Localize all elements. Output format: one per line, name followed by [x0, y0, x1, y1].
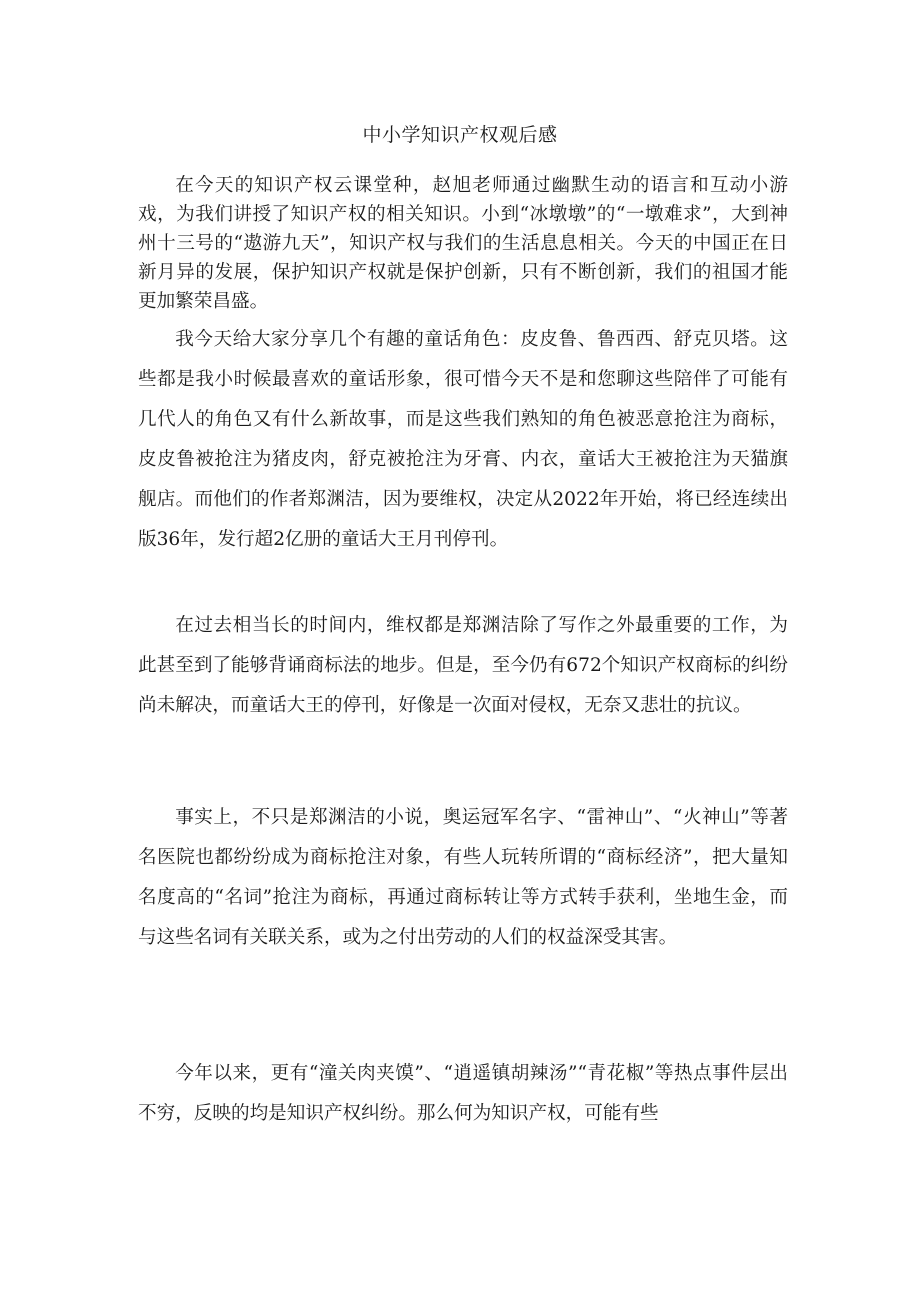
document-title: 中小学知识产权观后感 [362, 124, 558, 146]
paragraph-3: 在过去相当长的时间内，维权都是郑渊洁除了写作之外最重要的工作，为此甚至到了能够背诵商标法的地步。但是，至今仍有672个知识产权商标的纠纷尚未解决，而童话大王的停刊，好像是一次面对侵权，无奈又悲壮的抗议。 [138, 615, 788, 716]
paragraph-5: 今年以来，更有“潼关肉夹馍”、“逍遥镇胡辣汤”“青花椒”等热点事件层出不穷，反映的均是知识产权纠纷。那么何为知识产权，可能有些 [138, 1063, 788, 1124]
paragraph-1: 在今天的知识产权云课堂种，赵旭老师通过幽默生动的语言和互动小游戏，为我们讲授了知识产权的相关知识。小到“冰墩墩”的“一墩难求”，大到神州十三号的“遨游九天”，知识产权与我们的生活息息相关。今天的中国正在日新月异的发展，保护知识产权就是保护创新，只有不断创新，我们的祖国才能更加繁荣昌盛。 [138, 175, 788, 312]
paragraph-2: 我今天给大家分享几个有趣的童话角色：皮皮鲁、鲁西西、舒克贝塔。这些都是我小时候最喜欢的童话形象，很可惜今天不是和您聊这些陪伴了可能有几代人的角色又有什么新故事，而是这些我们熟知的角色被恶意抢注为商标，皮皮鲁被抢注为猪皮肉，舒克被抢注为牙膏、内衣，童话大王被抢注为天猫旗舰店。而他们的作者郑渊洁，因为要维权，决定从2022年开始，将已经连续出版36年，发行超2亿册的童话大王月刊停刊。 [138, 329, 788, 550]
paragraph-4: 事实上，不只是郑渊洁的小说，奥运冠军名字、“雷神山”、“火神山”等著名医院也都纷纷成为商标抢注对象，有些人玩转所谓的“商标经济”，把大量知名度高的“名词”抢注为商标，再通过商标转让等方式转手获利，坐地生金，而与这些名词有关联关系，或为之付出劳动的人们的权益深受其害。 [138, 807, 788, 948]
